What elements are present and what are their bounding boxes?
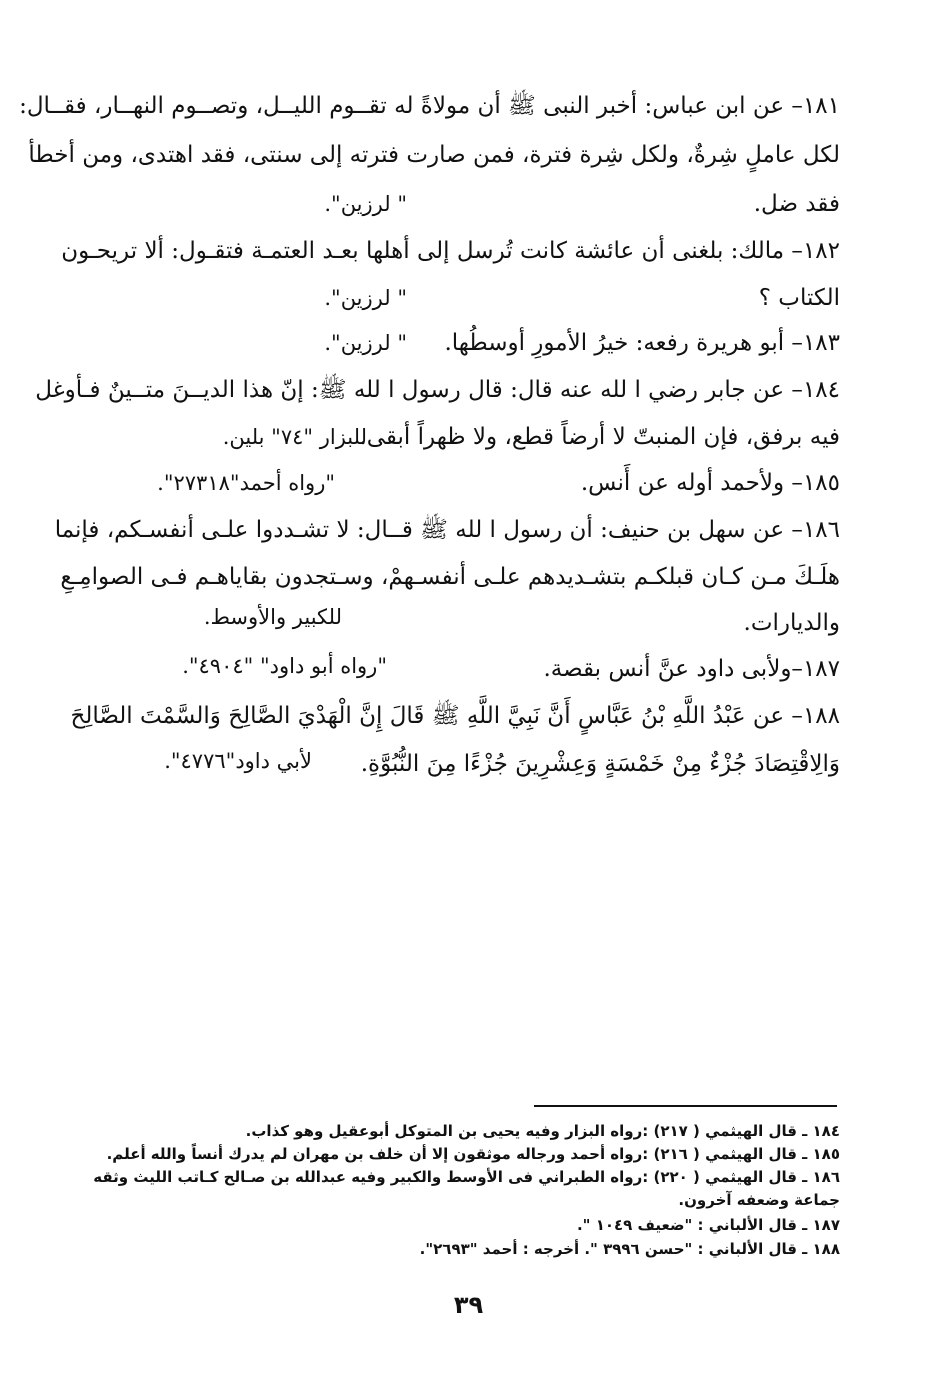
hadith-188-line-1: ١٨٨– عن عَبْدُ اللَّهِ بْنُ عَبَّاسٍ أَنَّ نَبِيَّ اللَّهِ ﷺ قَالَ إِنَّ الْهَدْيَ الصَّالِحَ وَالسَّمْتَ الصَّالِحَ — [70, 703, 840, 729]
hadith-186-line-3: والديارات. — [743, 610, 840, 636]
hadith-185-text: ١٨٥– ولأحمد أوله عن أَنس. — [580, 470, 840, 496]
hadith-188-source: لأبي داود"٤٧٧٦". — [164, 749, 312, 773]
footnote-185: ١٨٥ ـ قال الهيثمي ( ٢١٦) :رواه أحمد ورجاله موثقون إلا أن خلف بن مهران لم يدرك أنساً والله أعلم. — [106, 1145, 840, 1163]
hadith-186-source: للكبير والأوسط. — [203, 605, 342, 629]
hadith-184-line-1: ١٨٤– عن جابر رضي ا لله عنه قال: قال رسول ا لله ﷺ: إنّ هذا الديــنَ متــينٌ فـأوغل — [35, 377, 840, 403]
hadith-184-line-2: فيه برفق، فإن المنبتّ لا أرضاً قطع، ولا ظهراً أبقى. — [359, 424, 840, 450]
hadith-183-text: ١٨٣– أبو هريرة رفعه: خيرُ الأمورِ أوسطُها. — [444, 330, 840, 356]
hadith-183-source: " لرزين". — [324, 331, 407, 355]
hadith-181-line-1: ١٨١– عن ابن عباس: أخبر النبى ﷺ أن مولاةً له تقــوم الليــل، وتصــوم النهــار، فقــال: — [19, 93, 840, 119]
hadith-181-line-2: لكل عاملٍ شِرةٌ، ولكل شِرة فترة، فمن صارت فترته إلى سنتى، فقد اهتدى، ومن أخطأ — [28, 142, 840, 168]
hadith-187-text: ١٨٧–ولأبى داود عنَّ أنس بقصة. — [543, 656, 840, 682]
hadith-182-source: " لرزين". — [324, 286, 407, 310]
hadith-184-source: للبزار "٧٤" بلين. — [222, 425, 367, 449]
hadith-185-source: "رواه أحمد"٢٧٣١٨". — [157, 471, 335, 495]
footnote-188: ١٨٨ ـ قال الألباني : "حسن ٣٩٩٦ ". أخرجه : أحمد "٢٦٩٣". — [419, 1240, 840, 1258]
hadith-186-line-2: هلَـكَ مـن كـان قبلكـم بتشـديدهم علـى أنفسـهمْ، وسـتجدون بقاياهـم فـى الصوامِـعِ — [60, 564, 840, 590]
hadith-181-source: " لرزين". — [324, 192, 407, 216]
hadith-181-line-3: فقد ضل. — [753, 191, 840, 217]
hadith-188-line-2: وَالِاقْتِصَادَ جُزْءٌ مِنْ خَمْسَةٍ وَعِشْرِينَ جُزْءًا مِنَ النُّبُوَّةِ. — [360, 751, 840, 777]
hadith-187-source: "رواه أبو داود" "٤٩٠٤". — [182, 654, 387, 678]
page-number: ٣٩ — [453, 1291, 484, 1319]
footnote-184: ١٨٤ ـ قال الهيثمي ( ٢١٧) :رواه البزار وفيه يحيى بن المتوكل أبوعقيل وهو كذاب. — [245, 1122, 840, 1140]
hadith-182-line-2: الكتاب ؟ — [758, 285, 840, 311]
footnote-187: ١٨٧ ـ قال الألباني : "ضعيف ١٠٤٩ ". — [576, 1216, 840, 1234]
footnote-separator — [534, 1105, 837, 1107]
hadith-182-line-1: ١٨٢– مالك: بلغنى أن عائشة كانت تُرسل إلى أهلها بعـد العتمـة فتقـول: ألا تريحـون — [61, 238, 840, 264]
footnote-186-line-2: جماعة وضعفه آخرون. — [678, 1191, 840, 1209]
footnote-186-line-1: ١٨٦ ـ قال الهيثمي ( ٢٢٠) :رواه الطبراني فى الأوسط والكبير وفيه عبدالله بن صـالح كـاتب الليث وثقه — [93, 1168, 840, 1186]
hadith-186-line-1: ١٨٦– عن سهل بن حنيف: أن رسول ا لله ﷺ قــال: لا تشـددوا علـى أنفسـكم، فإنما — [54, 517, 840, 543]
